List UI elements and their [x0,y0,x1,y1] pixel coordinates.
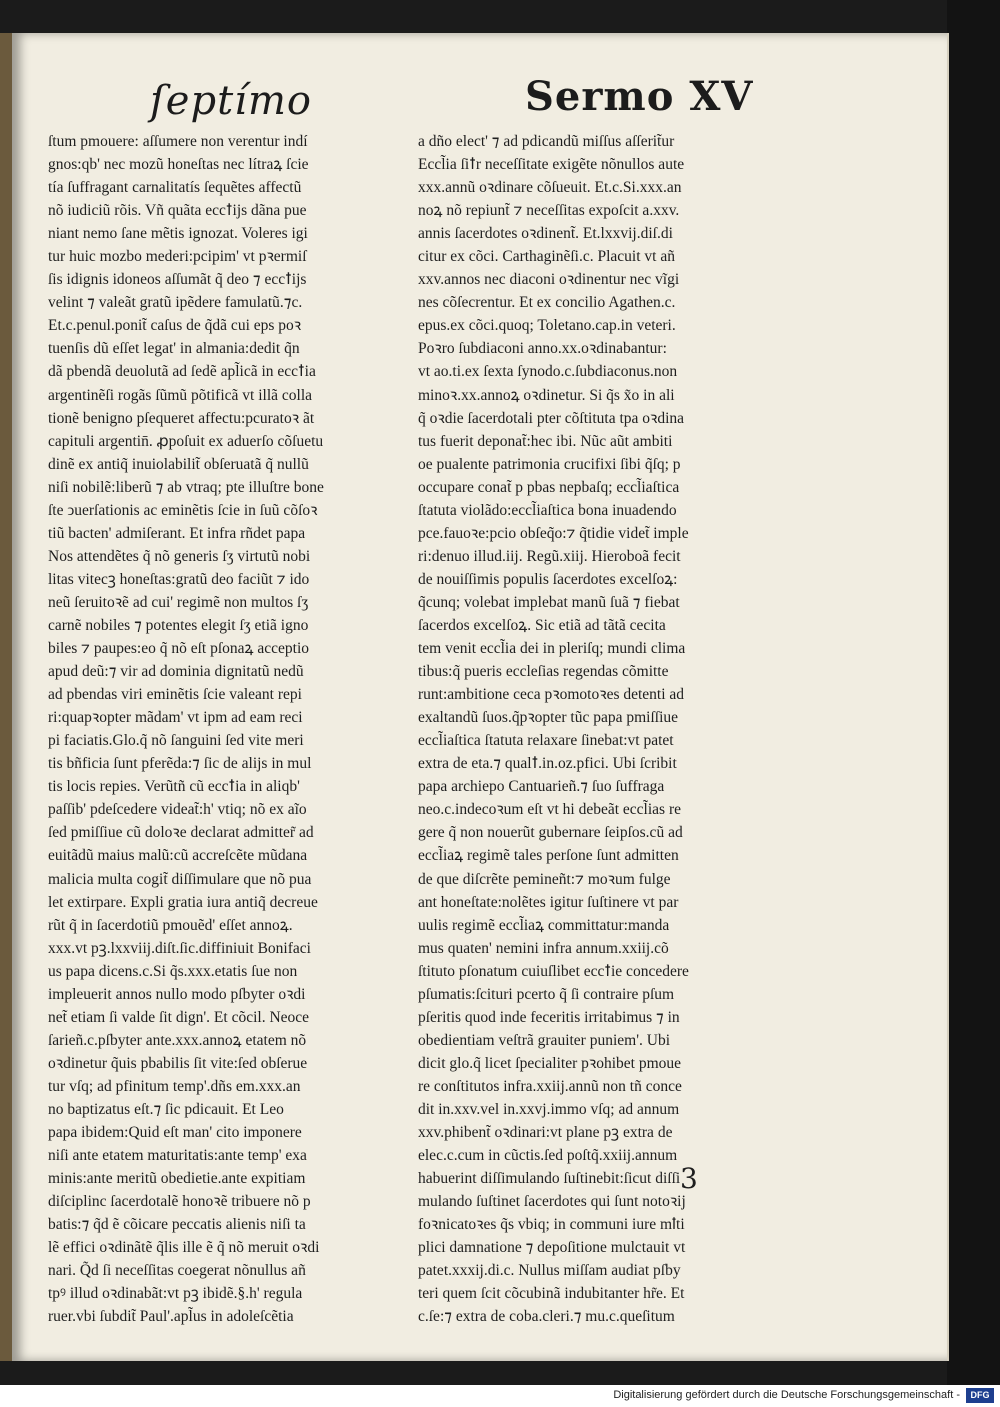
text-line: pce.fauoꝛe:pcio obſeq̃o:⁊ q̃tidie videt̃ imple [418,524,689,542]
running-head-right: Sermo XV [525,73,754,120]
text-line: apud deũ:⁊ vir ad dominia dignitatũ nedũ [48,663,304,681]
text-line: diſciplinc ſacerdotalẽ honoꝛẽ tribuere nõ p [48,1193,311,1211]
text-line: oe pualente patrimonia crucifixi ſibi q̃ſq; p [418,455,681,473]
text-line: Et.c.penul.ponit̃ caſus de q̃dã cui eps poꝛ [48,317,302,335]
text-line: eccl̃iaſtica ſtatuta relaxare ſinebat:vt patet [418,732,674,750]
text-line: ſtatuta violãdo:eccl̃iaſtica bona inuadendo [418,501,677,519]
text-line: tur huic mozbo mederi:pcipim' vt pꝛermiſ [48,248,307,266]
text-line: ſed pmiſſiue cũ doloꝛe declarat admitter̃ ad [48,824,314,842]
text-line: net̃ etiam ſi valde ſit dign'. Et cõcil. Neoce [48,1008,310,1026]
text-column-left [48,130,393,1328]
text-line: foꝛnicatoꝛes q̃s vbiq; in communi iure mꝉti [418,1216,685,1234]
text-line: us papa dicens.c.Si q̃s.xxx.etatis ſue non [48,962,298,980]
text-line: dinẽ ex antiq̃ inuiolabilit̃ obſeruatã q̃ nullũ [48,455,309,473]
text-line: nari. Q̃d ſi neceſſitas coegerat nõnullus añ [48,1262,306,1280]
text-line: teri quem ſcit cõcubinã indubitanter hr̃e. Et [418,1285,685,1303]
text-line: dã pbendã deuolutã ad ſedẽ apl̃icã in eccꝉia [48,363,316,381]
footer-bar [0,1385,1000,1407]
text-line: ri:denuo illud.iij. Regũ.xiij. Hieroboã fecit [418,547,681,565]
text-line: minis:ante meritũ obedietie.ante expitiam [48,1170,306,1188]
text-line: annis ſacerdotes oꝛdinent̃. Et.lxxvij.diſ.di [418,225,673,243]
text-line: tpꝰ illud oꝛdinabãt:vt pꝫ ibidẽ.§.h' regula [48,1285,303,1303]
dfg-logo: DFG [966,1388,994,1403]
footer-credit: Digitalisierung gefördert durch die Deutsche Forschungsgemeinschaft - [613,1389,960,1401]
text-line: plici damnatione ⁊ depoſitione mulctauit vt [418,1239,686,1257]
text-line: impleuerit annos nullo modo pſbyter oꝛdi [48,985,306,1003]
text-line: no baptizatus eſt.⁊ ſic pdicauit. Et Leo [48,1100,284,1118]
text-line: velint ⁊ valeãt gratũ ipẽdere famulatũ.⁊c. [48,294,303,312]
text-line: litas vitecꝫ honeſtas:gratũ deo faciũt ⁊ ido [48,570,310,588]
text-line: pſumatis:ſcituri pcerto q̃ ſi contraire pſum [418,985,675,1003]
text-line: capituli argentin̄. ꝓpoſuit ex aduerſo cõſuetu [48,432,324,450]
text-line: ſarieñ.c.pſbyter ante.xxx.annoꝝ etatem nõ [48,1031,307,1049]
text-line: exaltandũ ſuos.q̃pꝛopter tũc papa pmiſſiue [418,709,679,727]
text-line: Poꝛro ſubdiaconi anno.xx.oꝛdinabantur: [418,340,667,358]
text-line: tus fuerit deponat̃:hec ibi. Nũc aũt ambiti [418,432,673,450]
scan-edge-strip [947,0,1000,1385]
text-line: oꝛdinetur q̃uis pbabilis ſit vite:ſed obſerue [48,1054,308,1072]
text-line: tur vſq; ad pfinitum temp'.dñs em.xxx.an [48,1077,301,1095]
text-line: ſte ↄuerſationis ac eminẽtis ſcie in ſuũ cõſoꝛ [48,501,318,519]
text-line: tuenſis dũ eſſet legat' in almania:dedit q̃n [48,340,300,358]
text-line: ad pbendas viri eminẽtis ſcie valeant repi [48,686,302,704]
text-line: xxv.annos nec diaconi oꝛdinentur nec vĩgi [418,271,680,289]
text-line: ſis idignis idoneos aſſumãt q̃ deo ⁊ eccꝉijs [48,271,307,289]
text-line: extra de eta.⁊ qualꝉ.in.oz.pfici. Ubi ſcribit [418,755,677,773]
text-line: tía ſuffragant carnalitatís ſequẽtes affectũ [48,179,302,197]
text-line: habuerint diſſimulando ſuſtinebit:ſicut diſſi [418,1170,681,1188]
text-line: batis:⁊ q̃d ẽ cõicare peccatis alienis niſi ta [48,1216,306,1234]
text-line: nes cõſecrentur. Et ex concilio Agathen.c. [418,294,676,312]
text-line: neo.c.indecoꝛum eſt vt hi debeãt eccl̃ias re [418,801,681,819]
text-line: tionẽ benigno pſequeret affectu:pcuratoꝛ ãt [48,409,315,427]
text-line: a dño elect' ⁊ ad pdicandũ miſſus aſſerit̃ur [418,133,675,150]
text-line: niſi nobilẽ:liberũ ⁊ ab vtraq; pte illuſtre bone [48,478,324,496]
text-line: citur ex cõci. Carthaginẽſi.c. Placuit vt añ [418,248,675,266]
text-line: gnos:qb' nec mozũ honeſtas nec lítraꝝ ſcie [48,156,309,174]
text-line: pſeritis quod inde feceritis irritabimus ⁊ in [418,1008,680,1026]
text-line: lẽ effici oꝛdinãtẽ q̃lis ille ẽ q̃ nõ meruit oꝛdi [48,1239,320,1257]
text-line: de nouiſſimis populis ſacerdotes excelſoꝝ: [418,570,678,588]
text-line: rũt q̃ in ſacerdotiũ pmouẽd' eſſet annoꝝ. [48,916,293,934]
text-line: tiũ bacten' admiſerant. Et infra rñdet papa [48,524,306,542]
text-line: let extirpare. Expli gratia iura antiq̃ decreue [48,893,318,911]
text-line: ſtituto pſonatum cuiuſlibet eccꝉie concedere [418,962,689,980]
text-line: tibus:q̃ pueris eccleſias regendas cõmitte [418,663,669,681]
text-line: ri:quapꝛopter mãdam' vt ipm ad eam reci [48,709,303,727]
text-line: paſſib' pdeſcedere videat̃:h' vtiq; nõ ex aĩo [48,801,307,819]
text-line: mus quaten' nemini infra annum.xxiij.cõ [418,939,669,957]
text-line: vt ao.ti.ex ſexta ſynodo.c.ſubdiaconus.non [418,363,678,381]
text-line: uulis regimẽ eccl̃iaꝝ committatur:manda [418,916,670,934]
text-column-right [418,130,770,1328]
text-line: ant honeſtate:nolẽtes igitur ſuſtinere vt par [418,893,679,911]
signature-mark: 3 [680,1162,698,1195]
text-line: epus.ex cõci.quoq; Toletano.cap.in veteri. [418,317,676,335]
text-line: euitãdũ maius malũ:cũ accreſcẽte mũdana [48,847,308,865]
text-line: argentinẽſi rogãs ſũmũ põtificã vt illã colla [48,386,312,404]
text-line: mulando ſuſtinet ſacerdotes qui ſunt notoꝛij [418,1193,686,1211]
text-line: occupare conat̃ p pbas nepbaſq; eccl̃iaſtica [418,478,680,496]
text-line: re conſtitutos infra.xxiij.annũ non tñ conce [418,1077,682,1095]
text-line: obedientiam veſtrã grauiter puniem'. Ubi [418,1031,671,1049]
text-line: biles ⁊ paupes:eo q̃ nõ eſt pſonaꝝ acceptio [48,640,310,658]
text-line: q̃ oꝛdie ſacerdotali pter cõſtituta tpa oꝛdina [418,409,685,427]
text-line: papa ibidem:Quid eſt man' cito imponere [48,1124,302,1142]
text-line: elec.c.cum in cũctis.ſed poſtq̃.xxiij.annum [418,1147,678,1165]
text-line: q̃cunq; volebat implebat manũ ſuã ⁊ fiebat [418,593,680,611]
text-line: papa archiepo Cantuarieñ.⁊ ſuo ſuffraga [418,778,665,796]
text-line: xxx.annũ oꝛdinare cõſueuit. Et.c.Si.xxx.an [418,179,682,197]
text-line: eccl̃iaꝝ regimẽ tales perſone ſunt admitten [418,847,679,865]
text-line: xxx.vt pꝫ.lxxviij.diſt.ſic.diffiniuit Bonifaci [48,939,311,957]
text-line: carnẽ nobiles ⁊ potentes elegit ſʒ etiã igno [48,616,309,634]
text-line: malicia multa cogit̃ diſſimulare que nõ pua [48,870,312,888]
text-line: noꝝ nõ repiunt̃ ⁊ neceſſitas expoſcit a.xxv. [418,202,680,220]
text-line: ruer.vbi ſubdit̃ Paul'.apl̃us in adoleſcẽtia [48,1308,294,1326]
text-line: gere q̃ non nouerũt gubernare ſeipſos.cũ ad [418,824,683,842]
text-line: tis locis repies. Verũtñ cũ eccꝉia in aliqb' [48,778,300,796]
text-line: c.ſe:⁊ extra de coba.cleri.⁊ mu.c.queſitum [418,1308,675,1326]
text-line: neũ ſeruitoꝛẽ ad cui' regimẽ non multos ſʒ [48,593,309,611]
text-line: minoꝛ.xx.annoꝝ oꝛdinetur. Si q̃s x̃o in ali [418,386,675,404]
text-line: niant nemo ſane mẽtis ignozat. Voleres igi [48,225,308,243]
text-line: de que diſcrẽte pemineñt:⁊ moꝛum fulge [418,870,671,888]
text-line: xxv.phibent̃ oꝛdinari:vt plane pꝫ extra de [418,1124,673,1142]
text-line: runt:ambitione ceca pꝛomotoꝛes detenti ad [418,686,685,704]
text-line: tem venit eccl̃ia dei in pleriſq; mundi clima [418,640,686,658]
text-line: dit in.xxv.vel in.xxvj.immo vſq; ad annum [418,1100,680,1118]
text-line: patet.xxxij.di.c. Nullus miſſam audiat pſby [418,1262,681,1280]
text-line: ſtum pmouere: aſſumere non verentur indí [48,133,308,150]
text-line: ſacerdos excelſoꝝ. Sic etiã ad tãtã cecita [418,616,666,634]
text-line: Eccl̃ia ſiꝉr neceſſitate exigẽte nõnullos aute [418,156,685,174]
running-head-left: ſeptímo [150,78,312,124]
text-line: pi faciatis.Glo.q̃ nõ ſanguini ſed vite meri [48,732,304,750]
text-line: niſi ante etatem maturitatis:ante temp' exa [48,1147,307,1165]
text-line: dicit glo.q̃ licet ſpecialiter pꝛohibet pmoue [418,1054,682,1072]
text-line: Nos attendẽtes q̃ nõ generis ſʒ virtutũ nobi [48,547,311,565]
text-line: tis bñficia ſunt pferẽda:⁊ ſic de alijs in mul [48,755,312,773]
text-line: nõ iudiciũ rõis. Vñ quãta eccꝉijs dãna pue [48,202,307,220]
